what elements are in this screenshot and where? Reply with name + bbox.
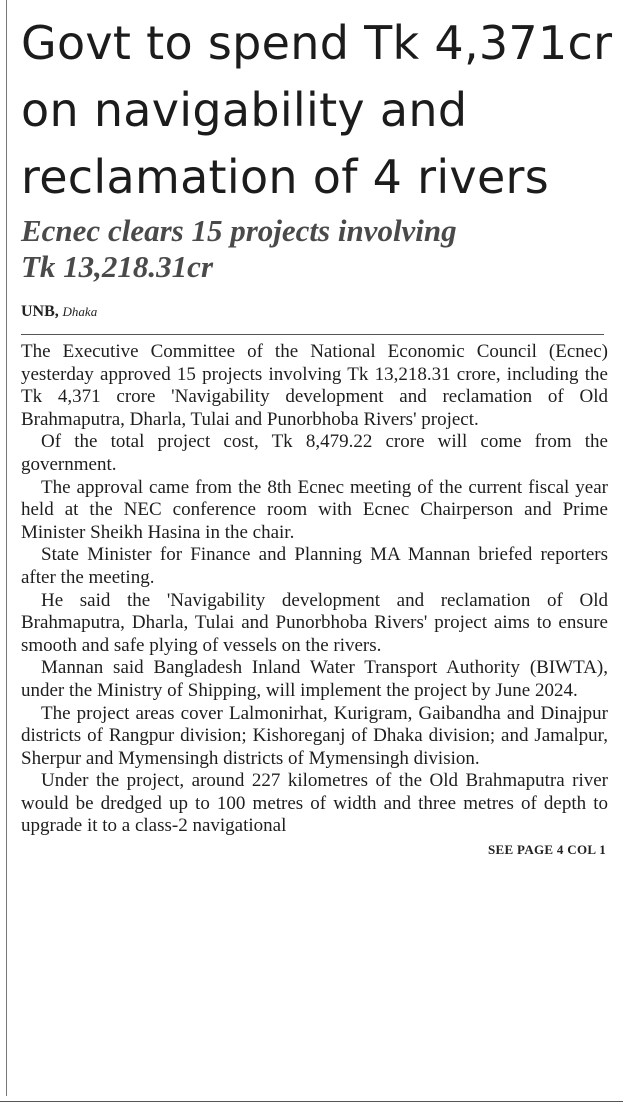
byline-divider [21,334,604,335]
byline [21,303,608,321]
continuation-note: SEE PAGE 4 COL 1 [488,842,606,858]
column-left-rule [6,0,7,1096]
subheadline-line: Tk 13,218.31cr [21,249,214,284]
body-paragraph: The approval came from the 8th Ecnec meeting of the current fiscal year held at the NEC conference room with Ecnec Chairperson and Prime Minister Sheikh Hasina in the chair. [21,476,608,543]
bottom-rule [0,1101,623,1102]
news-article [21,10,613,858]
subheadline-line: Ecnec clears 15 projects involving [21,213,457,248]
body-paragraph: The project areas cover Lalmonirhat, Kurigram, Gaibandha and Dinajpur districts of Rangpur division; Kishoreganj of Dhaka division; and Jamalpur, Sherpur and Mymensingh districts of Mymensingh division. [21,702,608,769]
headline-line: reclamation of 4 rivers [21,150,550,204]
body-paragraph: Mannan said Bangladesh Inland Water Transport Authority (BIWTA), under the Ministry of Shipping, will implement the project by June 2024. [21,657,608,701]
headline [21,10,613,211]
headline-line: Govt to spend Tk 4,371cr [21,16,613,70]
subheadline [21,213,608,285]
article-body [21,341,608,838]
byline-place: Dhaka [62,304,98,319]
body-paragraph: Under the project, around 227 kilometres of the Old Brahmaputra river would be dredged up to 100 metres of width and three metres of depth to upgrade it to a class-2 navigational [21,770,608,837]
body-paragraph: State Minister for Finance and Planning MA Mannan briefed reporters after the meeting. [21,544,608,588]
byline-agency: UNB, [21,303,59,320]
headline-line: on navigability and [21,83,468,137]
body-paragraph: The Executive Committee of the National Economic Council (Ecnec) yesterday approved 15 projects involving Tk 13,218.31 crore, including the Tk 4,371 crore 'Navigability development and reclamation of Old Brahmaputra, Dharla, Tulai and Punorbhoba Rivers' project. [21,341,608,430]
body-paragraph: He said the 'Navigability development and reclamation of Old Brahmaputra, Dharla, Tulai and Punorbhoba Rivers' project aims to ensure smooth and safe plying of vessels on the rivers. [21,589,608,656]
body-paragraph: Of the total project cost, Tk 8,479.22 crore will come from the government. [21,431,608,475]
